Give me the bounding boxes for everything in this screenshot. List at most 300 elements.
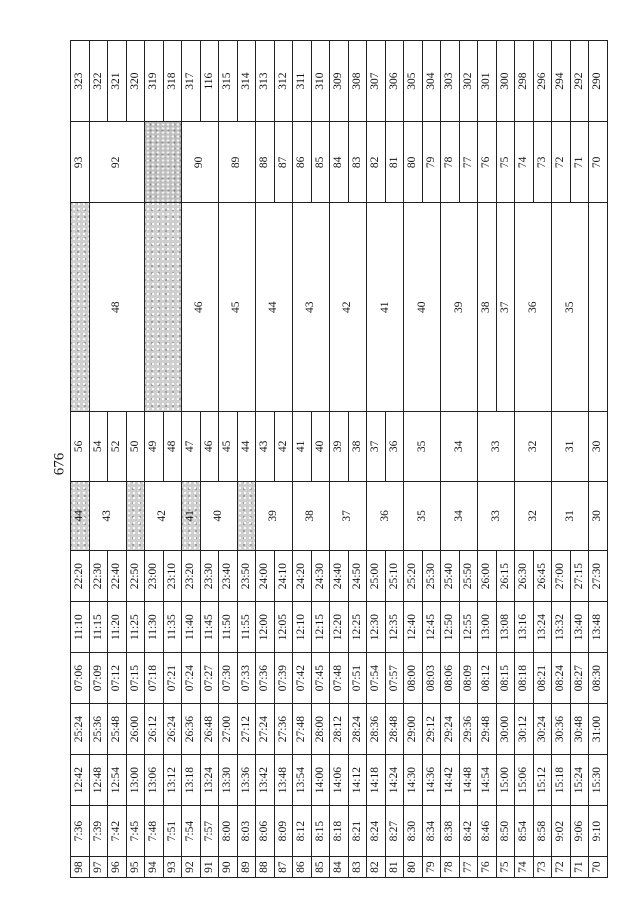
cell: 12:25 (348, 602, 367, 653)
cell: 08:30 (589, 653, 608, 704)
cell: 13:18 (182, 755, 201, 806)
row-score: 94 (145, 857, 164, 878)
cell: 315 (219, 41, 238, 122)
cell: 26:30 (515, 551, 534, 602)
cell-merged: 43 (293, 203, 330, 412)
cell: 12:50 (441, 602, 460, 653)
cell: 309 (330, 41, 349, 122)
cell: 13:06 (145, 755, 164, 806)
cell: 305 (404, 41, 423, 122)
cell: 9:02 (552, 806, 571, 857)
cell: 30:12 (515, 704, 534, 755)
cell: 13:00 (126, 755, 145, 806)
cell: 44 (71, 481, 90, 551)
cell: 71 (570, 122, 589, 203)
cell: 76 (478, 122, 497, 203)
cell: 22:20 (71, 551, 90, 602)
row-score: 77 (459, 857, 478, 878)
cell: 07:39 (274, 653, 293, 704)
cell: 84 (330, 122, 349, 203)
cell: 26:00 (126, 704, 145, 755)
cell: 30:48 (570, 704, 589, 755)
cell-merged: 40 (200, 481, 237, 551)
row-score: 90 (219, 857, 238, 878)
cell: 13:32 (552, 602, 571, 653)
cell: 47 (182, 412, 201, 482)
cell: 27:00 (552, 551, 571, 602)
cell: 30 (589, 481, 608, 551)
cell: 13:36 (237, 755, 256, 806)
cell: 78 (441, 122, 460, 203)
cell: 08:27 (570, 653, 589, 704)
cell: 12:05 (274, 602, 293, 653)
cell: 07:18 (145, 653, 164, 704)
cell: 82 (367, 122, 386, 203)
cell: 08:24 (552, 653, 571, 704)
cell: 79 (422, 122, 441, 203)
row-score: 79 (422, 857, 441, 878)
cell: 23:10 (163, 551, 182, 602)
cell: 8:50 (496, 806, 515, 857)
cell (589, 203, 608, 412)
cell: 294 (552, 41, 571, 122)
cell: 81 (385, 122, 404, 203)
row-score: 87 (274, 857, 293, 878)
cell-merged: 31 (552, 481, 589, 551)
cell-merged: 36 (367, 481, 404, 551)
cell: 24:50 (348, 551, 367, 602)
cell: 15:18 (552, 755, 571, 806)
cell: 54 (89, 412, 108, 482)
cell: 27:12 (237, 704, 256, 755)
cell: 7:39 (89, 806, 108, 857)
cell: 7:36 (71, 806, 90, 857)
cell-merged: 36 (515, 203, 552, 412)
cell: 13:12 (163, 755, 182, 806)
cell-merged: 46 (182, 203, 219, 412)
cell: 28:48 (385, 704, 404, 755)
table-row (256, 41, 275, 878)
cell: 310 (311, 41, 330, 122)
cell-merged: 90 (182, 122, 219, 203)
cell: 27:15 (570, 551, 589, 602)
table-row (441, 41, 460, 878)
cell: 39 (330, 412, 349, 482)
cell: 11:45 (200, 602, 219, 653)
cell: 07:12 (108, 653, 127, 704)
cell: 12:42 (71, 755, 90, 806)
row-score: 97 (89, 857, 108, 878)
cell: 29:12 (422, 704, 441, 755)
cell: 306 (385, 41, 404, 122)
cell: 7:51 (163, 806, 182, 857)
cell: 23:50 (237, 551, 256, 602)
cell: 08:21 (533, 653, 552, 704)
cell: 14:36 (422, 755, 441, 806)
row-score: 92 (182, 857, 201, 878)
cell: 7:45 (126, 806, 145, 857)
cell: 07:09 (89, 653, 108, 704)
cell: 28:24 (348, 704, 367, 755)
cell: 25:00 (367, 551, 386, 602)
cell: 9:06 (570, 806, 589, 857)
table-row (478, 41, 497, 878)
cell-merged: 89 (219, 122, 256, 203)
cell: 72 (552, 122, 571, 203)
cell: 22:40 (108, 551, 127, 602)
cell (126, 481, 145, 551)
cell: 15:30 (589, 755, 608, 806)
score-table-body (71, 41, 608, 878)
row-score: 88 (256, 857, 275, 878)
cell: 75 (496, 122, 515, 203)
cell: 308 (348, 41, 367, 122)
cell: 14:12 (348, 755, 367, 806)
row-score: 73 (533, 857, 552, 878)
row-score: 75 (496, 857, 515, 878)
cell: 26:24 (163, 704, 182, 755)
cell: 30:36 (552, 704, 571, 755)
cell: 08:12 (478, 653, 497, 704)
row-score: 74 (515, 857, 534, 878)
row-score: 86 (293, 857, 312, 878)
cell: 85 (311, 122, 330, 203)
cell: 29:36 (459, 704, 478, 755)
cell: 29:48 (478, 704, 497, 755)
cell: 23:20 (182, 551, 201, 602)
cell-merged: 92 (89, 122, 145, 203)
cell: 45 (219, 412, 238, 482)
cell: 13:16 (515, 602, 534, 653)
cell: 07:21 (163, 653, 182, 704)
cell: 323 (71, 41, 90, 122)
cell-merged: 35 (404, 412, 441, 482)
cell-merged: 43 (89, 481, 126, 551)
cell-merged: 42 (145, 481, 182, 551)
score-table-rotated (70, 40, 608, 878)
cell-merged: 39 (256, 481, 293, 551)
cell: 8:27 (385, 806, 404, 857)
cell: 56 (71, 412, 90, 482)
cell: 8:03 (237, 806, 256, 857)
cell: 8:12 (293, 806, 312, 857)
cell: 08:18 (515, 653, 534, 704)
cell: 14:54 (478, 755, 497, 806)
row-score: 80 (404, 857, 423, 878)
cell: 74 (515, 122, 534, 203)
cell: 15:24 (570, 755, 589, 806)
cell-merged: 34 (441, 481, 478, 551)
cell: 13:24 (533, 602, 552, 653)
cell: 07:06 (71, 653, 90, 704)
cell: 300 (496, 41, 515, 122)
row-score: 89 (237, 857, 256, 878)
row-score: 91 (200, 857, 219, 878)
cell: 73 (533, 122, 552, 203)
cell: 317 (182, 41, 201, 122)
cell: 41 (182, 481, 201, 551)
cell: 26:15 (496, 551, 515, 602)
row-score: 72 (552, 857, 571, 878)
cell: 12:10 (293, 602, 312, 653)
table-row (552, 41, 571, 878)
cell: 12:48 (89, 755, 108, 806)
cell: 52 (108, 412, 127, 482)
row-score: 85 (311, 857, 330, 878)
cell: 12:55 (459, 602, 478, 653)
cell: 321 (108, 41, 127, 122)
cell: 15:00 (496, 755, 515, 806)
row-score: 84 (330, 857, 349, 878)
cell: 14:18 (367, 755, 386, 806)
cell: 12:30 (367, 602, 386, 653)
cell: 07:27 (200, 653, 219, 704)
cell-merged: 33 (478, 481, 515, 551)
cell: 11:40 (182, 602, 201, 653)
cell: 25:40 (441, 551, 460, 602)
cell-merged: 31 (552, 412, 589, 482)
cell: 14:06 (330, 755, 349, 806)
cell-merged: 32 (515, 481, 552, 551)
cell: 30 (589, 412, 608, 482)
cell: 8:38 (441, 806, 460, 857)
cell: 31:00 (589, 704, 608, 755)
cell: 11:50 (219, 602, 238, 653)
cell: 07:33 (237, 653, 256, 704)
cell: 07:30 (219, 653, 238, 704)
cell: 07:15 (126, 653, 145, 704)
cell: 26:45 (533, 551, 552, 602)
cell: 87 (274, 122, 293, 203)
cell: 8:24 (367, 806, 386, 857)
cell: 13:48 (274, 755, 293, 806)
cell: 301 (478, 41, 497, 122)
cell: 8:30 (404, 806, 423, 857)
table-row (182, 41, 201, 878)
cell: 13:40 (570, 602, 589, 653)
row-score: 71 (570, 857, 589, 878)
cell: 7:57 (200, 806, 219, 857)
cell: 41 (293, 412, 312, 482)
cell: 24:30 (311, 551, 330, 602)
cell: 28:00 (311, 704, 330, 755)
row-score: 76 (478, 857, 497, 878)
cell: 8:21 (348, 806, 367, 857)
cell: 14:00 (311, 755, 330, 806)
table-row (367, 41, 386, 878)
page-number-text: 676 (51, 452, 68, 476)
cell: 27:36 (274, 704, 293, 755)
cell: 36 (385, 412, 404, 482)
cell: 27:00 (219, 704, 238, 755)
table-row (589, 41, 608, 878)
cell: 11:55 (237, 602, 256, 653)
cell-merged: 32 (515, 412, 552, 482)
cell: 14:24 (385, 755, 404, 806)
table-row (515, 41, 534, 878)
row-score: 70 (589, 857, 608, 878)
cell: 12:00 (256, 602, 275, 653)
cell: 12:15 (311, 602, 330, 653)
row-score: 93 (163, 857, 182, 878)
score-table-container (70, 40, 608, 878)
cell: 11:30 (145, 602, 164, 653)
row-score: 95 (126, 857, 145, 878)
cell: 07:42 (293, 653, 312, 704)
cell: 88 (256, 122, 275, 203)
cell: 304 (422, 41, 441, 122)
row-score: 78 (441, 857, 460, 878)
cell: 86 (293, 122, 312, 203)
cell: 70 (589, 122, 608, 203)
cell: 8:06 (256, 806, 275, 857)
cell: 14:48 (459, 755, 478, 806)
cell: 93 (71, 122, 90, 203)
cell: 43 (256, 412, 275, 482)
cell: 27:30 (589, 551, 608, 602)
cell: 08:15 (496, 653, 515, 704)
cell: 8:00 (219, 806, 238, 857)
cell: 28:12 (330, 704, 349, 755)
cell: 07:51 (348, 653, 367, 704)
cell: 313 (256, 41, 275, 122)
cell: 8:46 (478, 806, 497, 857)
cell: 37 (367, 412, 386, 482)
cell: 50 (126, 412, 145, 482)
cell: 77 (459, 122, 478, 203)
score-table (70, 40, 608, 878)
table-row (385, 41, 404, 878)
cell: 26:12 (145, 704, 164, 755)
cell: 25:10 (385, 551, 404, 602)
cell: 11:10 (71, 602, 90, 653)
cell: 13:42 (256, 755, 275, 806)
cell-merged: 35 (552, 203, 589, 412)
cell: 322 (89, 41, 108, 122)
cell: 30:24 (533, 704, 552, 755)
cell: 307 (367, 41, 386, 122)
table-row (311, 41, 330, 878)
cell: 23:30 (200, 551, 219, 602)
cell-merged: 37 (330, 481, 367, 551)
cell: 08:00 (404, 653, 423, 704)
table-row (293, 41, 312, 878)
cell-merged (145, 203, 182, 412)
cell: 15:06 (515, 755, 534, 806)
cell: 8:18 (330, 806, 349, 857)
page-number (48, 448, 72, 480)
table-row (219, 41, 238, 878)
cell: 22:50 (126, 551, 145, 602)
cell (71, 203, 90, 412)
cell: 14:30 (404, 755, 423, 806)
cell: 08:06 (441, 653, 460, 704)
cell-merged: 44 (256, 203, 293, 412)
cell: 07:45 (311, 653, 330, 704)
cell: 7:54 (182, 806, 201, 857)
cell: 23:00 (145, 551, 164, 602)
cell: 314 (237, 41, 256, 122)
cell: 24:20 (293, 551, 312, 602)
cell: 24:40 (330, 551, 349, 602)
cell: 8:09 (274, 806, 293, 857)
cell: 14:42 (441, 755, 460, 806)
cell: 311 (293, 41, 312, 122)
cell: 38 (348, 412, 367, 482)
cell-merged: 42 (330, 203, 367, 412)
cell: 290 (589, 41, 608, 122)
cell: 303 (441, 41, 460, 122)
cell-merged: 34 (441, 412, 478, 482)
cell: 24:10 (274, 551, 293, 602)
cell: 318 (163, 41, 182, 122)
cell: 116 (200, 41, 219, 122)
cell: 11:15 (89, 602, 108, 653)
cell-merged: 38 (293, 481, 330, 551)
cell: 9:10 (589, 806, 608, 857)
cell: 12:35 (385, 602, 404, 653)
cell-merged (145, 122, 182, 203)
cell: 49 (145, 412, 164, 482)
cell: 07:54 (367, 653, 386, 704)
cell: 13:30 (219, 755, 238, 806)
cell: 12:54 (108, 755, 127, 806)
cell: 13:00 (478, 602, 497, 653)
cell-merged: 35 (404, 481, 441, 551)
row-score: 96 (108, 857, 127, 878)
cell: 13:08 (496, 602, 515, 653)
cell: 13:24 (200, 755, 219, 806)
cell: 319 (145, 41, 164, 122)
cell: 11:25 (126, 602, 145, 653)
cell: 29:24 (441, 704, 460, 755)
table-row (89, 41, 108, 878)
cell: 25:30 (422, 551, 441, 602)
cell: 7:42 (108, 806, 127, 857)
cell-merged: 48 (89, 203, 145, 412)
cell: 25:36 (89, 704, 108, 755)
cell: 11:35 (163, 602, 182, 653)
table-row (145, 41, 164, 878)
cell: 25:20 (404, 551, 423, 602)
cell: 26:36 (182, 704, 201, 755)
cell: 302 (459, 41, 478, 122)
cell: 8:15 (311, 806, 330, 857)
cell: 46 (200, 412, 219, 482)
cell: 80 (404, 122, 423, 203)
cell: 48 (163, 412, 182, 482)
cell: 296 (533, 41, 552, 122)
row-score: 81 (385, 857, 404, 878)
row-score: 83 (348, 857, 367, 878)
cell: 25:48 (108, 704, 127, 755)
cell: 42 (274, 412, 293, 482)
cell: 38 (478, 203, 497, 412)
row-score: 82 (367, 857, 386, 878)
cell: 8:42 (459, 806, 478, 857)
cell: 24:00 (256, 551, 275, 602)
cell: 292 (570, 41, 589, 122)
cell: 26:00 (478, 551, 497, 602)
table-row (404, 41, 423, 878)
cell-merged: 41 (367, 203, 404, 412)
cell-merged: 40 (404, 203, 441, 412)
cell-merged: 33 (478, 412, 515, 482)
table-row (71, 41, 90, 878)
cell: 22:30 (89, 551, 108, 602)
cell: 298 (515, 41, 534, 122)
cell: 15:12 (533, 755, 552, 806)
